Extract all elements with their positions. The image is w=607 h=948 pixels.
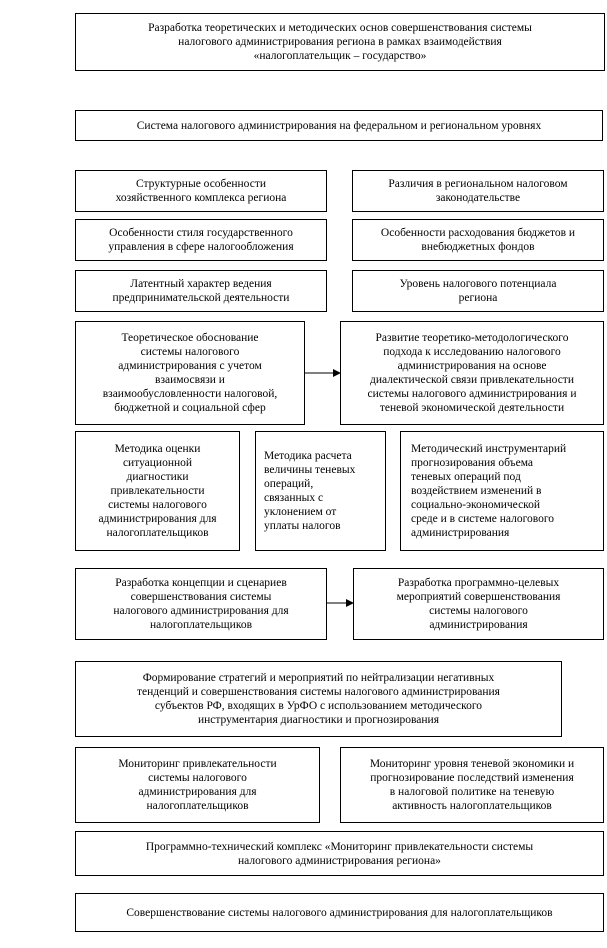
box-strategies-formation: Формирование стратегий и мероприятий по нейтрализации негативных тенденций и совершенствования системы налогового администрирования субъектов РФ, входящих в УрФО с использованием методического инструментария диагностики и прогнозирования xyxy=(75,661,562,737)
box-latent-business: Латентный характер ведения предпринимательской деятельности xyxy=(75,270,327,312)
box-shadow-economy-monitoring: Мониторинг уровня теневой экономики и прогнозирование последствий изменения в налоговой политике на теневую активность налогоплательщиков xyxy=(340,747,604,823)
box-attractiveness-monitoring: Мониторинг привлекательности системы налогового администрирования для налогоплательщиков xyxy=(75,747,320,823)
box-program-target-measures: Разработка программно-целевых мероприятий совершенствования системы налогового администрирования xyxy=(353,568,604,640)
box-structural-features: Структурные особенности хозяйственного комплекса региона xyxy=(75,170,327,212)
box-methodology-development: Развитие теоретико-методологического подхода к исследованию налогового администрирования на основе диалектической связи привлекательности системы налогового администрирования и теневой экономической деятельности xyxy=(340,321,604,425)
arrow-justification-to-development xyxy=(305,367,341,379)
box-regional-legislation-differences: Различия в региональном налоговом законодательстве xyxy=(352,170,604,212)
box-software-complex: Программно-технический комплекс «Мониторинг привлекательности системы налогового администрирования региона» xyxy=(75,831,604,876)
box-theoretical-justification: Теоретическое обоснование системы налогового администрирования с учетом взаимосвязи и взаимообусловленности налоговой, бюджетной и социальной сфер xyxy=(75,321,305,425)
box-tax-admin-system-levels: Система налогового администрирования на федеральном и региональном уровнях xyxy=(75,110,603,141)
box-diagnostics-method: Методика оценки ситуационной диагностики привлекательности системы налогового администрирования для налогоплательщиков xyxy=(75,431,240,551)
box-shadow-operations-method: Методика расчета величины теневых операций, связанных с уклонением от уплаты налогов xyxy=(255,431,386,551)
arrow-concept-to-programs xyxy=(327,597,354,609)
box-concept-scenarios: Разработка концепции и сценариев совершенствования системы налогового администрирования для налогоплательщиков xyxy=(75,568,327,640)
box-public-management-style: Особенности стиля государственного управления в сфере налогообложения xyxy=(75,219,327,261)
box-budget-spending-features: Особенности расходования бюджетов и внебюджетных фондов xyxy=(352,219,604,261)
box-system-improvement: Совершенствование системы налогового администрирования для налогоплательщиков xyxy=(75,893,604,932)
box-tax-potential-level: Уровень налогового потенциала региона xyxy=(352,270,604,312)
box-forecasting-toolkit: Методический инструментарий прогнозирования объема теневых операций под воздействием изменений в социально-экономической среде и в системе налогового администрирования xyxy=(400,431,604,551)
box-theoretical-foundations: Разработка теоретических и методических основ совершенствования системы налогового администрирования региона в рамках взаимодействия «налогоплательщик – государство» xyxy=(75,13,605,71)
